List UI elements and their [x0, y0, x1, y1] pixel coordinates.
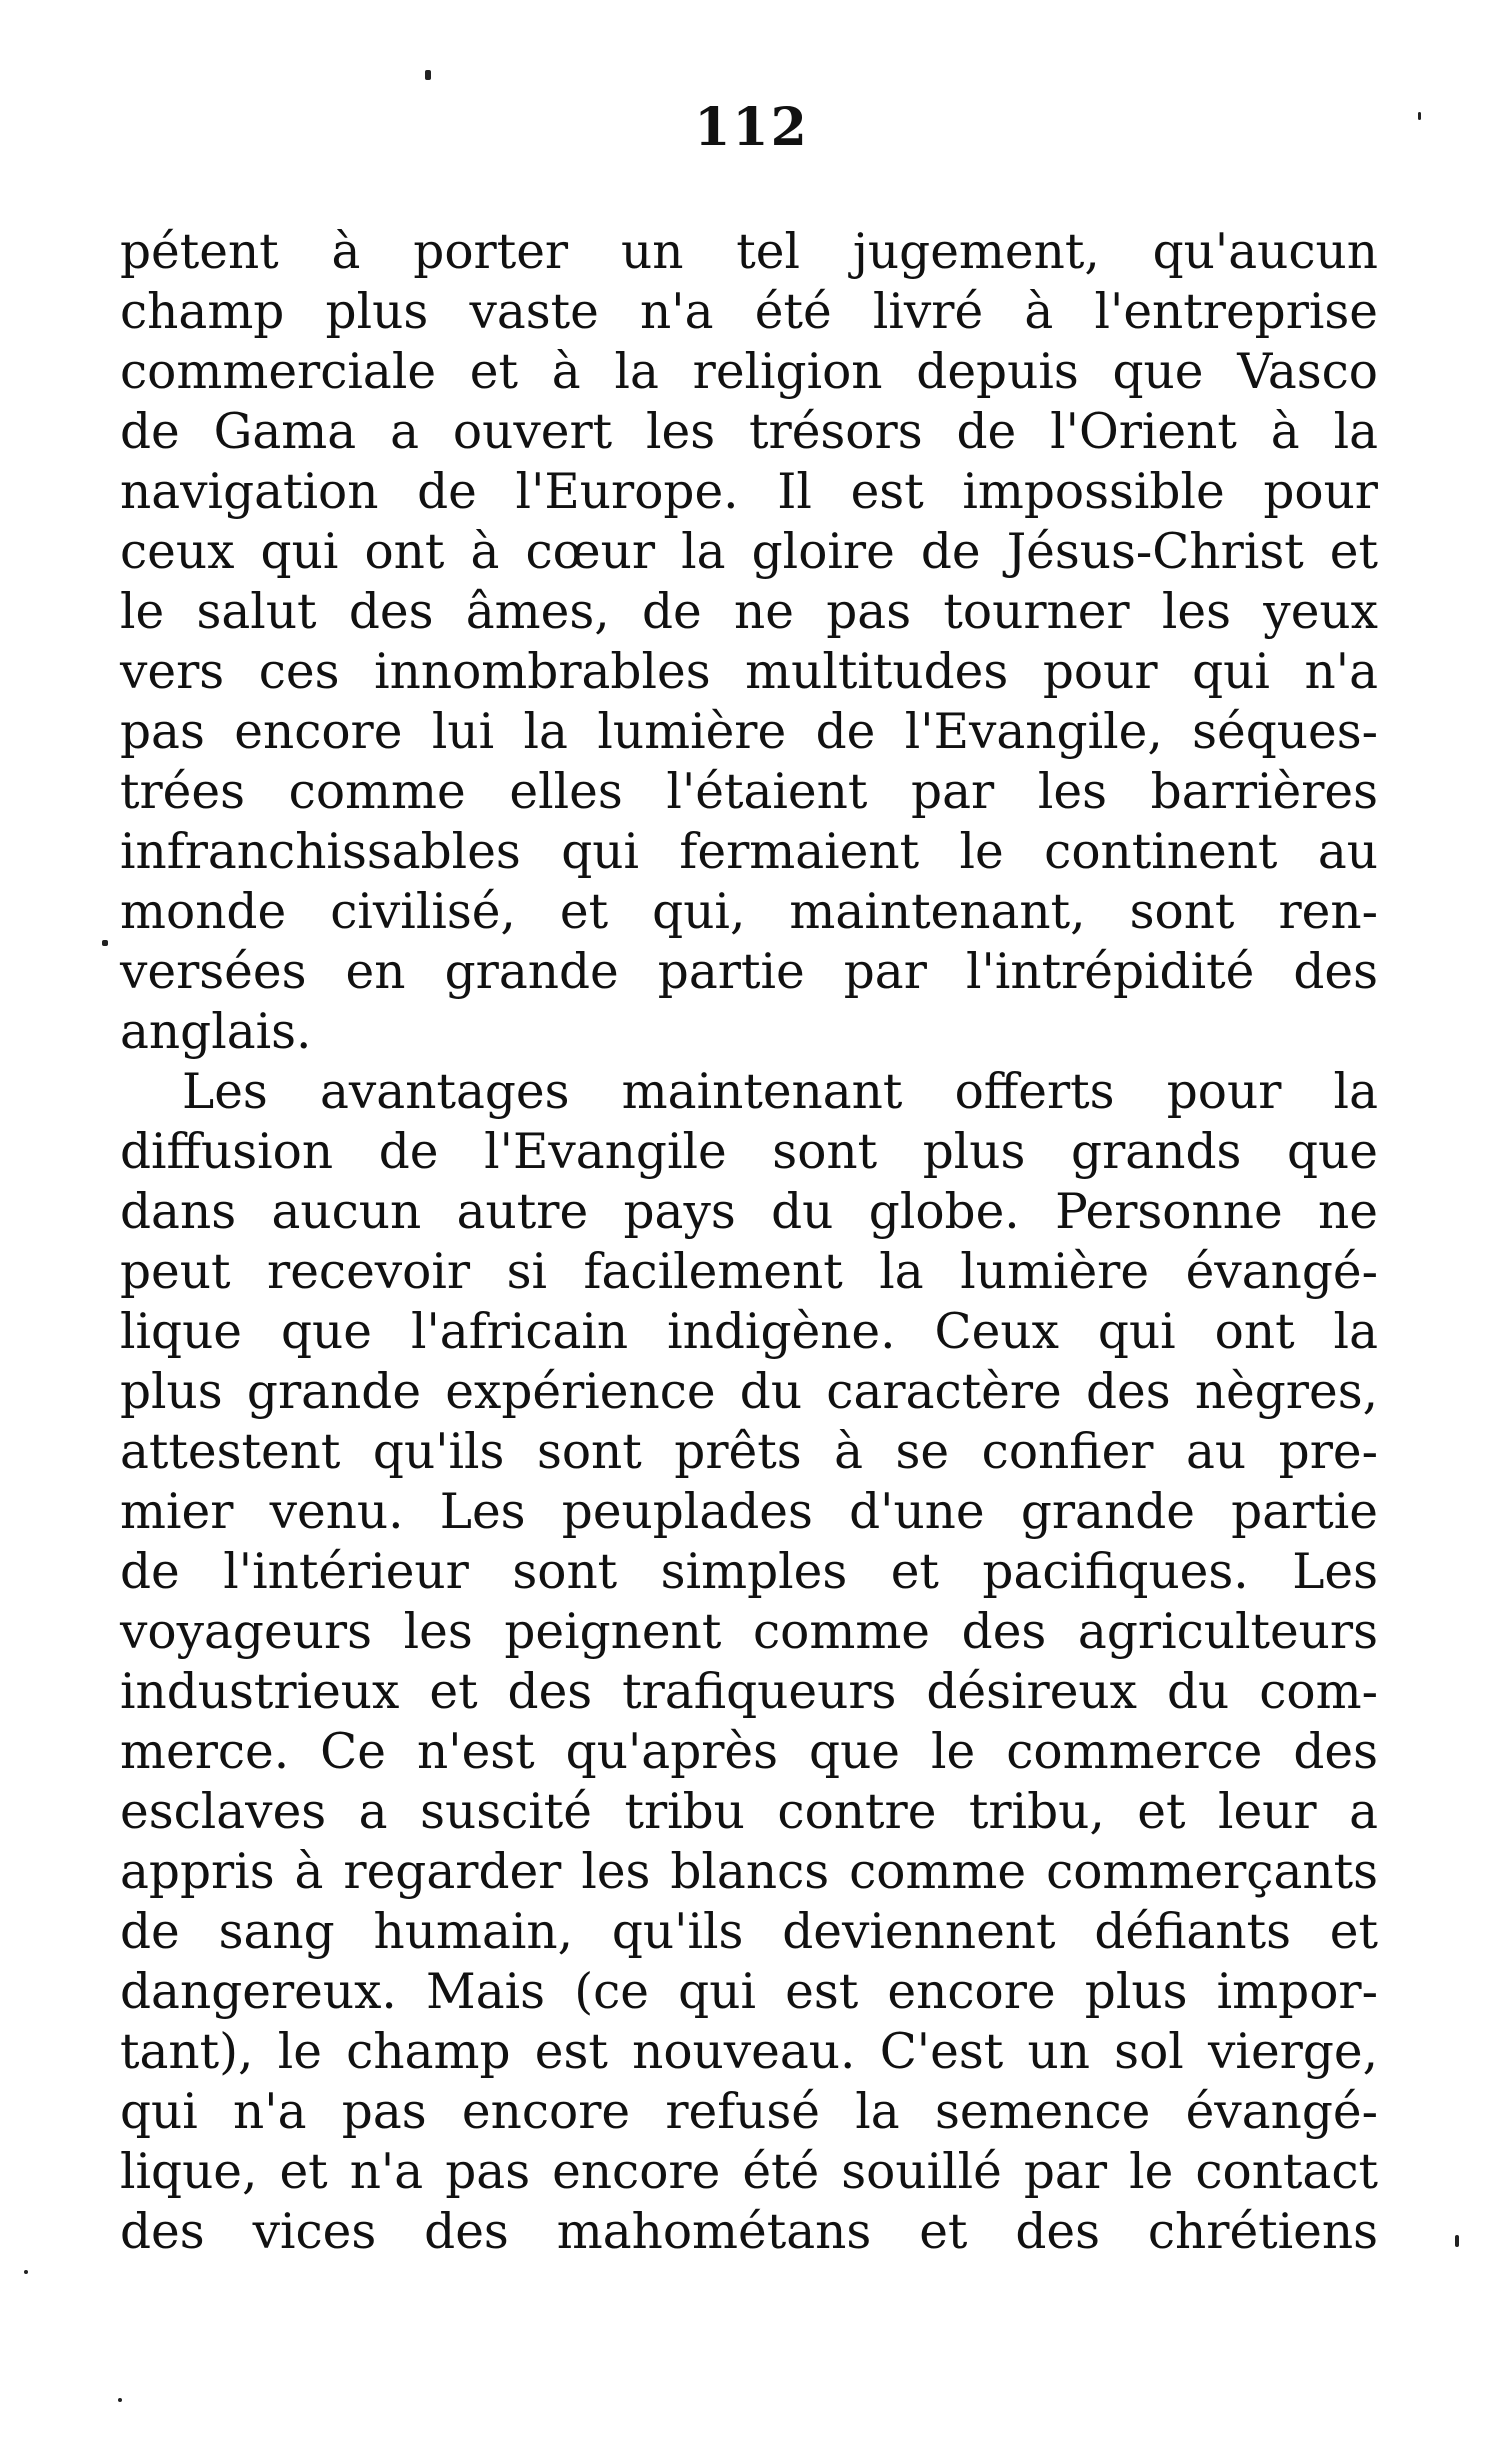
text-line: de sang humain, qu'ils deviennent défiants et	[120, 1904, 1378, 1960]
text-line: diffusion de l'Evangile sont plus grands que	[120, 1124, 1378, 1180]
text-line: monde civilisé, et qui, maintenant, sont ren-	[120, 884, 1378, 940]
scan-speck	[425, 70, 431, 80]
text-line: lique, et n'a pas encore été souillé par le contact	[120, 2144, 1378, 2200]
text-line: des vices des mahométans et des chrétiens	[120, 2204, 1378, 2260]
text-line: merce. Ce n'est qu'après que le commerce des	[120, 1724, 1378, 1780]
text-line: le salut des âmes, de ne pas tourner les yeux	[120, 584, 1378, 640]
scan-speck	[24, 2270, 28, 2274]
text-line: anglais.	[120, 1004, 312, 1060]
text-line: versées en grande partie par l'intrépidité des	[120, 944, 1378, 1000]
text-line: industrieux et des trafiqueurs désireux du com-	[120, 1664, 1378, 1720]
text-line: dans aucun autre pays du globe. Personne ne	[120, 1184, 1378, 1240]
text-line: dangereux. Mais (ce qui est encore plus impor-	[120, 1964, 1378, 2020]
text-line: vers ces innombrables multitudes pour qui n'a	[120, 644, 1378, 700]
text-line: esclaves a suscité tribu contre tribu, et leur a	[120, 1784, 1378, 1840]
text-line: pas encore lui la lumière de l'Evangile, séques-	[120, 704, 1378, 760]
text-line: ceux qui ont à cœur la gloire de Jésus-Christ et	[120, 524, 1378, 580]
page-number: 112	[694, 97, 809, 158]
scan-speck	[1455, 2235, 1459, 2247]
text-line: tant), le champ est nouveau. C'est un sol vierge,	[120, 2024, 1378, 2080]
text-line: champ plus vaste n'a été livré à l'entreprise	[120, 284, 1378, 340]
text-line: peut recevoir si facilement la lumière évangé-	[120, 1244, 1378, 1300]
text-line: navigation de l'Europe. Il est impossible pour	[120, 464, 1378, 520]
text-line: appris à regarder les blancs comme commerçants	[120, 1844, 1378, 1900]
text-line: infranchissables qui fermaient le continent au	[120, 824, 1378, 880]
body-text	[120, 222, 1378, 2262]
text-line: de Gama a ouvert les trésors de l'Orient à la	[120, 404, 1378, 460]
scan-speck	[1418, 112, 1421, 120]
text-line: Les avantages maintenant offerts pour la	[182, 1064, 1378, 1120]
text-line: pétent à porter un tel jugement, qu'aucun	[120, 224, 1378, 280]
text-line: trées comme elles l'étaient par les barrières	[120, 764, 1378, 820]
scan-speck	[102, 940, 108, 946]
text-line: commerciale et à la religion depuis que Vasco	[120, 344, 1378, 400]
text-line: qui n'a pas encore refusé la semence évangé-	[120, 2084, 1378, 2140]
text-line: plus grande expérience du caractère des nègres,	[120, 1364, 1378, 1420]
scan-speck	[118, 2398, 122, 2402]
text-line: voyageurs les peignent comme des agriculteurs	[120, 1604, 1378, 1660]
text-line: mier venu. Les peuplades d'une grande partie	[120, 1484, 1378, 1540]
text-line: de l'intérieur sont simples et pacifiques. Les	[120, 1544, 1378, 1600]
text-line: lique que l'africain indigène. Ceux qui ont la	[120, 1304, 1378, 1360]
text-line: attestent qu'ils sont prêts à se confier au pre-	[120, 1424, 1378, 1480]
